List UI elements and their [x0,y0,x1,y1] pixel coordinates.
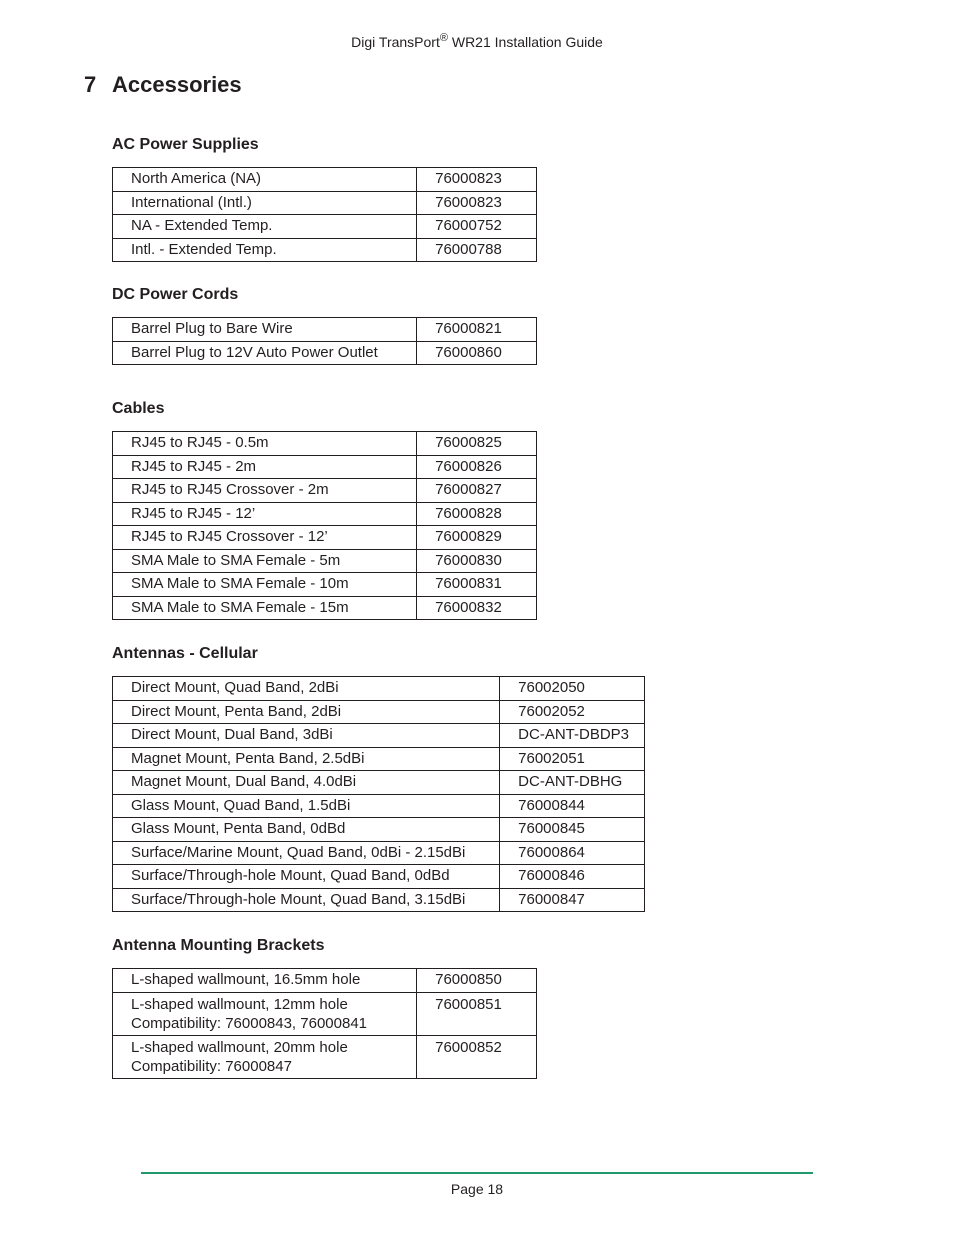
item-description: RJ45 to RJ45 Crossover - 2m [113,479,417,503]
part-number: 76000864 [500,841,645,865]
item-description: Magnet Mount, Penta Band, 2.5dBi [113,747,500,771]
part-number: 76000828 [417,502,537,526]
part-number: 76000852 [417,1035,537,1078]
part-number: 76000829 [417,526,537,550]
table-antennas [112,676,645,912]
part-number: 76000831 [417,573,537,597]
item-description [113,1035,417,1078]
table-row [113,818,645,842]
part-number: 76000752 [417,215,537,239]
table-row [113,479,537,503]
table-row [113,215,537,239]
table-brackets [112,968,537,1079]
item-description: Glass Mount, Quad Band, 1.5dBi [113,794,500,818]
table-row [113,992,537,1035]
part-number: 76002050 [500,677,645,701]
table-cables [112,431,537,620]
table-row [113,724,645,748]
section-title-dc-cords: DC Power Cords [112,286,239,303]
chapter-title: Accessories [112,72,242,97]
table-row [113,841,645,865]
part-number: 76000860 [417,341,537,365]
section-title-antennas: Antennas - Cellular [112,645,258,662]
part-number: 76000821 [417,318,537,342]
chapter-heading [84,72,242,98]
item-description: Intl. - Extended Temp. [113,238,417,262]
registered-mark: ® [439,32,448,44]
item-description: North America (NA) [113,168,417,192]
item-description [113,969,417,993]
item-description: Direct Mount, Penta Band, 2dBi [113,700,500,724]
table-row [113,191,537,215]
header-title-post: WR21 Installation Guide [447,34,603,50]
table-row [113,238,537,262]
item-description: RJ45 to RJ45 Crossover - 12’ [113,526,417,550]
table-row [113,573,537,597]
table-row [113,747,645,771]
table-row [113,432,537,456]
part-number: 76000826 [417,455,537,479]
section-title-cables: Cables [112,400,165,417]
table-row [113,865,645,889]
header-title-pre: Digi TransPort [351,34,440,50]
item-description: Surface/Through-hole Mount, Quad Band, 0dBd [113,865,500,889]
part-number: 76000851 [417,992,537,1035]
footer-divider [141,1172,813,1174]
part-number: 76002052 [500,700,645,724]
page-header [0,34,954,50]
part-number: 76000823 [417,168,537,192]
page-number: Page 18 [450,1181,504,1197]
item-description: SMA Male to SMA Female - 10m [113,573,417,597]
part-number: 76000825 [417,432,537,456]
table-row [113,502,537,526]
section-title-ac-power: AC Power Supplies [112,136,259,153]
item-description: Barrel Plug to Bare Wire [113,318,417,342]
item-description: Surface/Through-hole Mount, Quad Band, 3.15dBi [113,888,500,912]
table-row [113,677,645,701]
item-description: International (Intl.) [113,191,417,215]
table-row [113,969,537,993]
table-row [113,794,645,818]
item-description: Direct Mount, Dual Band, 3dBi [113,724,500,748]
table-dc-cords [112,317,537,365]
item-description: Glass Mount, Penta Band, 0dBd [113,818,500,842]
table-row [113,168,537,192]
section-title-brackets: Antenna Mounting Brackets [112,937,325,954]
part-number: 76000823 [417,191,537,215]
part-number: 76000847 [500,888,645,912]
table-row [113,1035,537,1078]
item-description-line1: L-shaped wallmount, 16.5mm hole [131,971,361,988]
item-description: Magnet Mount, Dual Band, 4.0dBi [113,771,500,795]
part-number: 76000832 [417,596,537,620]
table-row [113,596,537,620]
table-row [113,341,537,365]
table-row [113,771,645,795]
item-description-line1: L-shaped wallmount, 12mm hole [131,995,348,1013]
item-description: RJ45 to RJ45 - 0.5m [113,432,417,456]
item-description: SMA Male to SMA Female - 5m [113,549,417,573]
table-row [113,318,537,342]
part-number: 76000846 [500,865,645,889]
part-number: DC-ANT-DBDP3 [500,724,645,748]
part-number: DC-ANT-DBHG [500,771,645,795]
table-row [113,526,537,550]
item-description [113,992,417,1035]
item-description-line1: L-shaped wallmount, 20mm hole [131,1038,348,1056]
item-description: RJ45 to RJ45 - 12’ [113,502,417,526]
table-row [113,700,645,724]
part-number: 76000850 [417,969,537,993]
part-number: 76002051 [500,747,645,771]
table-row [113,888,645,912]
part-number: 76000788 [417,238,537,262]
item-description: SMA Male to SMA Female - 15m [113,596,417,620]
item-compatibility: Compatibility: 76000843, 76000841 [131,1014,368,1032]
item-description: Barrel Plug to 12V Auto Power Outlet [113,341,417,365]
part-number: 76000844 [500,794,645,818]
item-compatibility: Compatibility: 76000847 [131,1057,292,1075]
item-description: NA - Extended Temp. [113,215,417,239]
table-ac-power [112,167,537,262]
part-number: 76000830 [417,549,537,573]
item-description: RJ45 to RJ45 - 2m [113,455,417,479]
table-row [113,549,537,573]
item-description: Surface/Marine Mount, Quad Band, 0dBi - 2.15dBi [113,841,500,865]
part-number: 76000845 [500,818,645,842]
item-description: Direct Mount, Quad Band, 2dBi [113,677,500,701]
chapter-number: 7 [84,72,97,97]
table-row [113,455,537,479]
part-number: 76000827 [417,479,537,503]
